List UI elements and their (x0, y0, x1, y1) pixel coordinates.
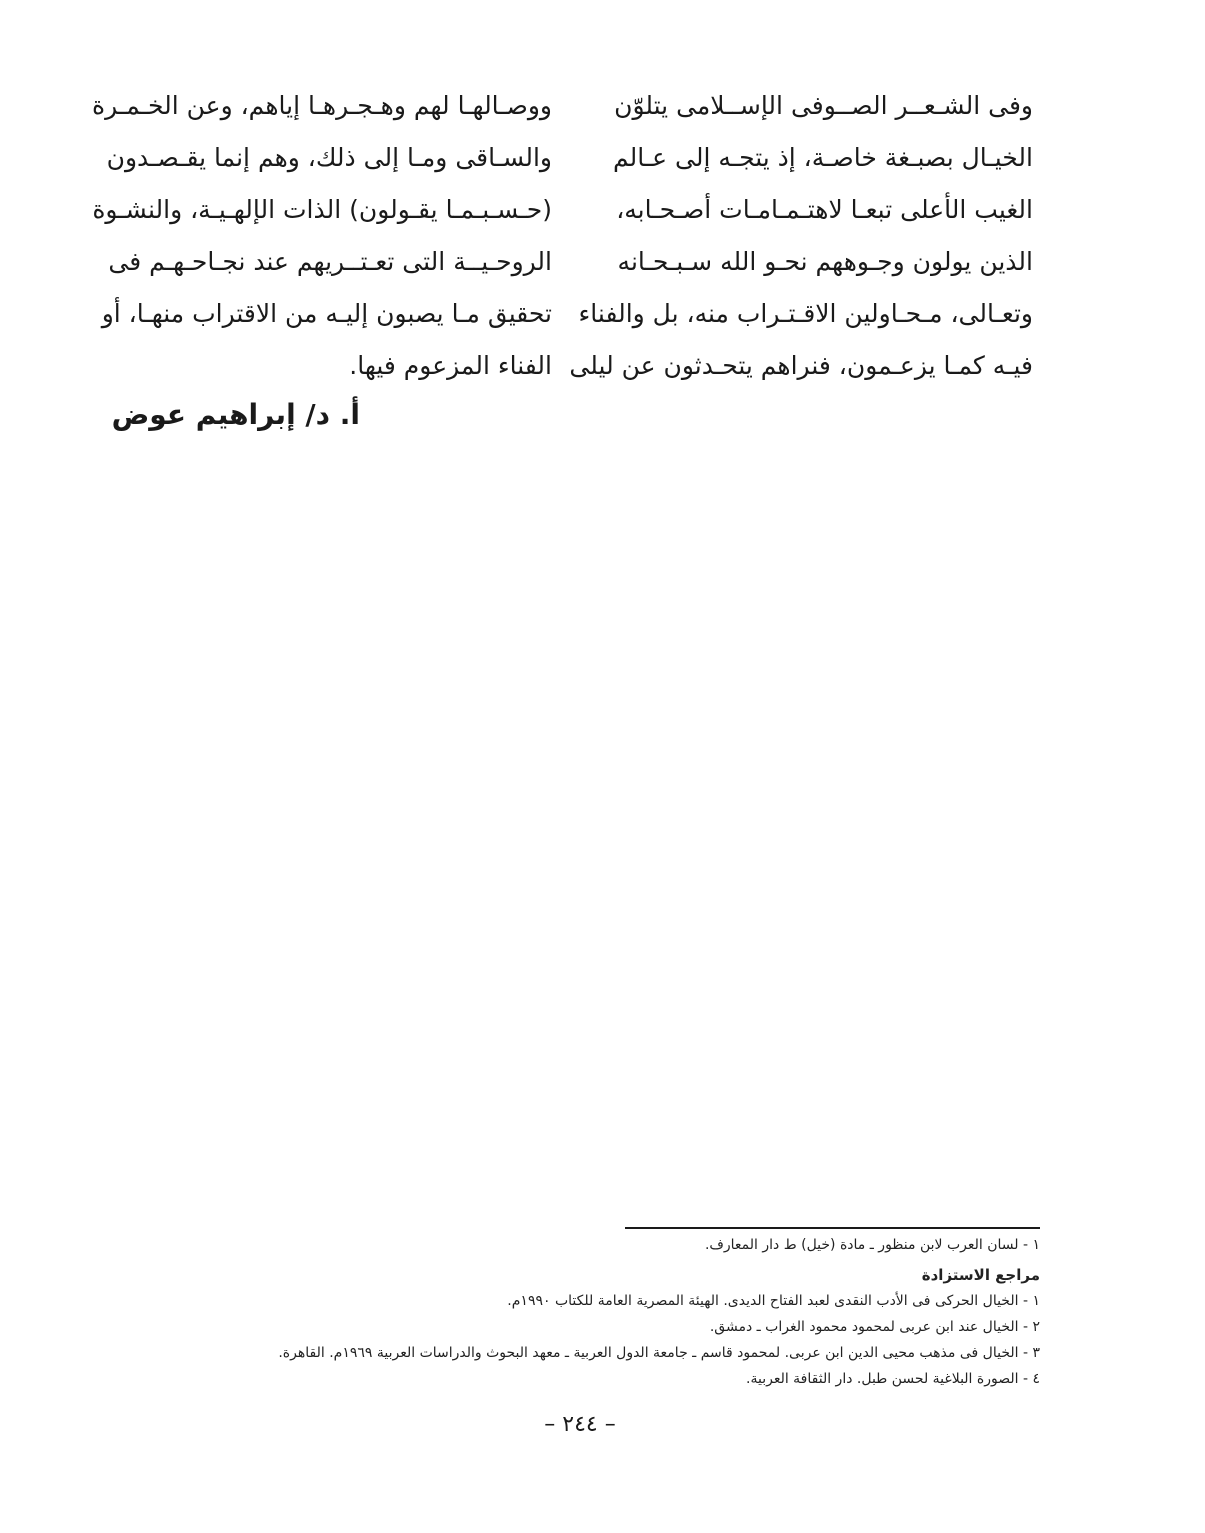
body-text-right-column (569, 80, 1033, 392)
reference-item: ٤ - الصورة البلاغية لحسن طبل. دار الثقافة العربية. (746, 1371, 1040, 1387)
body-text-line: الخيـال بصبـغة خاصـة، إذ يتجـه إلى عـالم (612, 143, 1033, 172)
body-text-line: الروحـيــة التى تعـتــريهم عند نجـاحـهـم فى (108, 247, 552, 276)
body-text-line: وفى الشـعــر الصــوفى الإســلامى يتلوّن (614, 91, 1033, 120)
page-number: – ٢٤٤ – (544, 1412, 616, 1437)
author-signature: أ. د/ إبراهيم عوض (111, 398, 360, 431)
body-text-line: فيـه كمـا يزعـمون، فنراهم يتحـدثون عن ليلى (569, 351, 1033, 380)
references-heading: مراجع الاستزادة (921, 1266, 1040, 1284)
body-text-line: ووصـالهـا لهم وهـجـرهـا إياهم، وعن الخـمـرة (92, 91, 552, 120)
footnotes-section (180, 1232, 1040, 1392)
footnote-1: ١ - لسان العرب لابن منظور ـ مادة (خيل) ط دار المعارف. (704, 1237, 1040, 1253)
body-text-line: الفناء المزعوم فيها. (349, 351, 552, 380)
reference-item: ٢ - الخيال عند ابن عربى لمحمود محمود الغراب ـ دمشق. (709, 1319, 1040, 1335)
body-text-line: وتعـالى، مـحـاولين الاقـتـراب منه، بل والفناء (578, 299, 1033, 328)
body-text-line: تحقيق مـا يصبون إليـه من الاقتراب منهـا، أو (101, 299, 552, 328)
footnote-divider (625, 1227, 1040, 1229)
body-text-line: (حـسـبـمـا يقـولون) الذات الإلهـيـة، والنشـوة (92, 195, 552, 224)
reference-item: ١ - الخيال الحركى فى الأدب النقدى لعبد الفتاح الديدى. الهيئة المصرية العامة للكتاب ١٩٩٠م. (507, 1293, 1040, 1309)
reference-item: ٣ - الخيال فى مذهب محيى الدين ابن عربى. لمحمود قاسم ـ جامعة الدول العربية ـ معهد البحوث والدراسات العربية ١٩٦٩م. القاهرة. (278, 1345, 1040, 1361)
body-text-line: والسـاقى ومـا إلى ذلك، وهم إنما يقـصـدون (106, 143, 552, 172)
body-text-left-column (92, 80, 552, 392)
body-text-line: الذين يولون وجـوههم نحـو الله سـبـحـانه (617, 247, 1033, 276)
body-text-line: الغيب الأعلى تبعـا لاهتـمـامـات أصـحـابه، (616, 195, 1033, 224)
